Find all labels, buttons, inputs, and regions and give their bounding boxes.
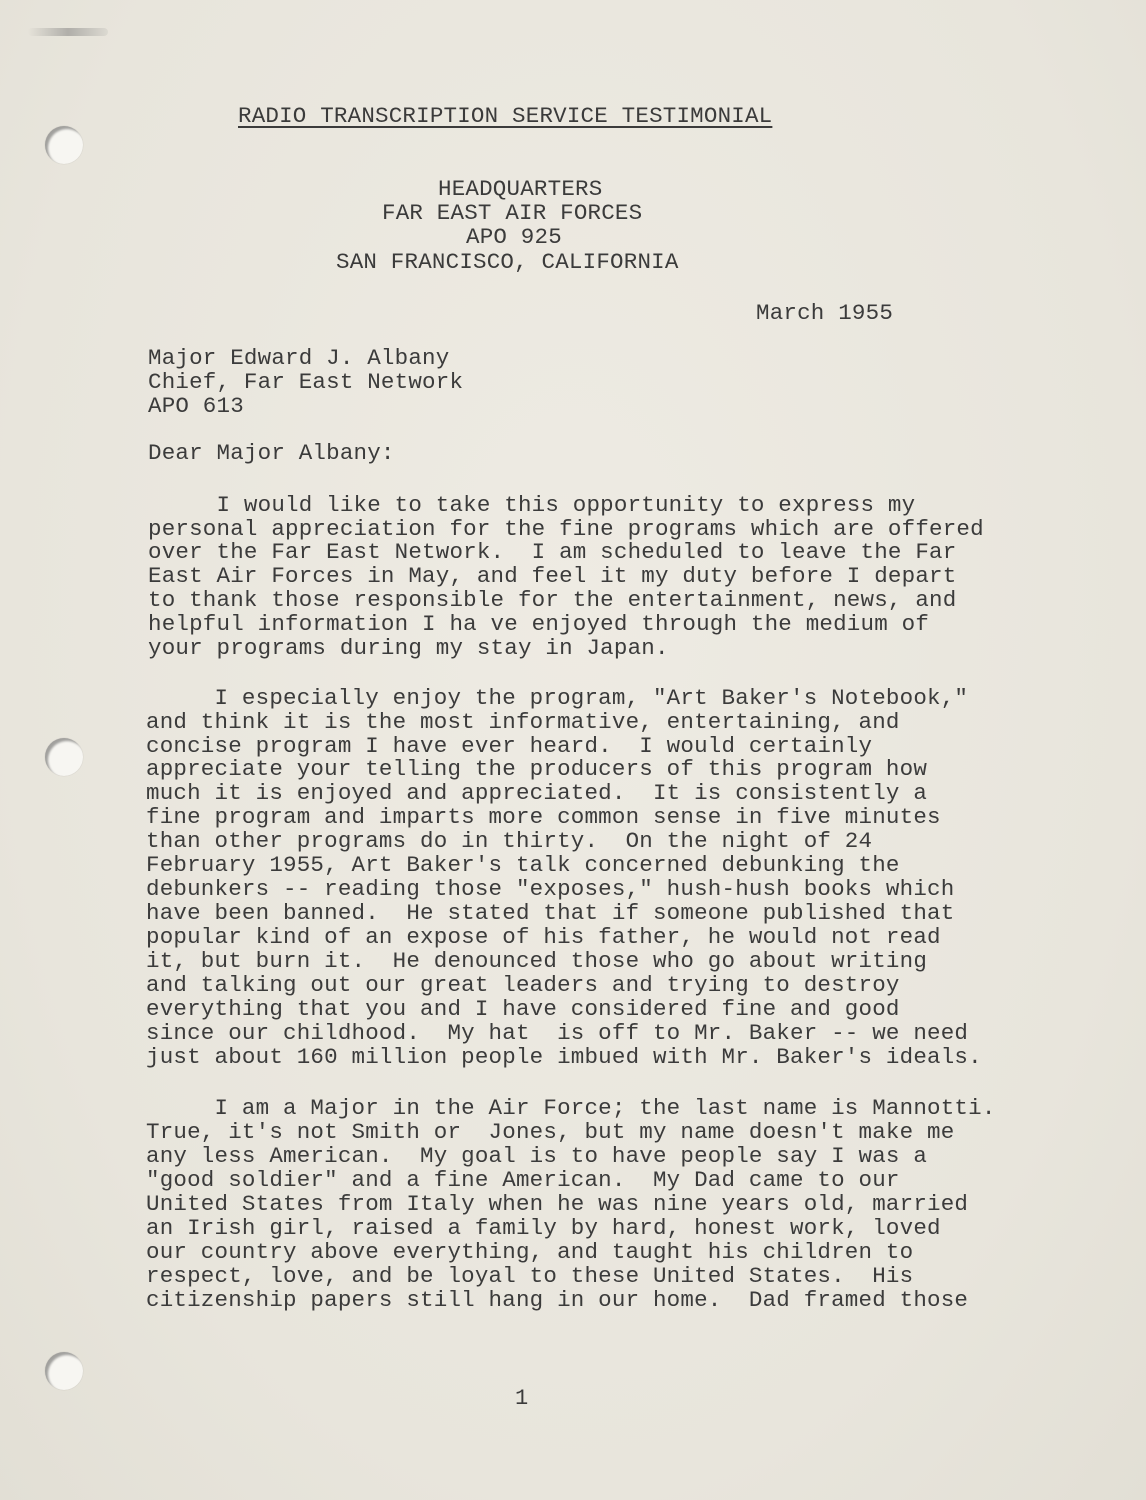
paragraph-1-line: helpful information I ha ve enjoyed through the medium of: [148, 611, 930, 637]
page-number: 1: [515, 1386, 529, 1411]
paragraph-2-line: since our childhood. My hat is off to Mr. Baker -- we need: [146, 1020, 969, 1046]
paragraph-2-line: much it is enjoyed and appreciated. It is consistently a: [146, 780, 928, 806]
paragraph-2-line: February 1955, Art Baker's talk concerned debunking the: [146, 852, 900, 878]
letterhead-line: APO 925: [466, 224, 562, 250]
document-title: RADIO TRANSCRIPTION SERVICE TESTIMONIAL: [238, 103, 773, 129]
salutation: Dear Major Albany:: [148, 440, 395, 466]
paragraph-3-line: citizenship papers still hang in our home. Dad framed those: [146, 1287, 969, 1313]
punch-hole-top: [45, 126, 83, 164]
paragraph-3-line: United States from Italy when he was nine years old, married: [146, 1191, 969, 1217]
paragraph-3-line: an Irish girl, raised a family by hard, honest work, loved: [146, 1215, 941, 1241]
addressee-line: Major Edward J. Albany: [148, 345, 450, 371]
paragraph-1-line: personal appreciation for the fine programs which are offered: [148, 516, 984, 542]
letterhead-line: HEADQUARTERS: [438, 176, 603, 202]
paragraph-3-line: our country above everything, and taught his children to: [146, 1239, 914, 1265]
paragraph-1-line: I would like to take this opportunity to express my: [148, 492, 916, 518]
letterhead-line: FAR EAST AIR FORCES: [382, 200, 643, 226]
paragraph-2-line: popular kind of an expose of his father, he would not read: [146, 924, 941, 950]
letter-date: March 1955: [756, 300, 894, 326]
paragraph-3-line: "good soldier" and a fine American. My Dad came to our: [146, 1167, 900, 1193]
paragraph-3-line: respect, love, and be loyal to these United States. His: [146, 1263, 914, 1289]
punch-hole-bottom: [45, 1352, 83, 1390]
paragraph-2-line: I especially enjoy the program, "Art Baker's Notebook,": [146, 685, 969, 711]
punch-hole-middle: [45, 738, 83, 776]
addressee-line: APO 613: [148, 393, 244, 419]
paragraph-1-line: your programs during my stay in Japan.: [148, 635, 669, 661]
paragraph-1-line: East Air Forces in May, and feel it my duty before I depart: [148, 563, 957, 589]
paragraph-1-line: over the Far East Network. I am scheduled to leave the Far: [148, 539, 957, 565]
paragraph-2-line: and think it is the most informative, entertaining, and: [146, 709, 900, 735]
paragraph-2-line: and talking out our great leaders and trying to destroy: [146, 972, 900, 998]
letterhead-line: SAN FRANCISCO, CALIFORNIA: [336, 249, 679, 275]
paragraph-3-line: True, it's not Smith or Jones, but my name doesn't make me: [146, 1119, 955, 1145]
paragraph-2-line: everything that you and I have considered fine and good: [146, 996, 900, 1022]
paragraph-3-line: I am a Major in the Air Force; the last name is Mannotti.: [146, 1095, 996, 1121]
paragraph-2-line: appreciate your telling the producers of this program how: [146, 756, 928, 782]
paragraph-2-line: just about 160 million people imbued with Mr. Baker's ideals.: [146, 1044, 982, 1070]
paragraph-2-line: than other programs do in thirty. On the night of 24: [146, 828, 873, 854]
paragraph-2-line: concise program I have ever heard. I would certainly: [146, 733, 873, 759]
paragraph-2-line: it, but burn it. He denounced those who go about writing: [146, 948, 928, 974]
paragraph-2-line: have been banned. He stated that if someone published that: [146, 900, 955, 926]
paragraph-2-line: debunkers -- reading those "exposes," hush-hush books which: [146, 876, 955, 902]
paragraph-1-line: to thank those responsible for the entertainment, news, and: [148, 587, 957, 613]
paragraph-3-line: any less American. My goal is to have people say I was a: [146, 1143, 928, 1169]
addressee-line: Chief, Far East Network: [148, 369, 464, 395]
paragraph-2-line: fine program and imparts more common sense in five minutes: [146, 804, 941, 830]
ink-smudge: [28, 28, 108, 36]
